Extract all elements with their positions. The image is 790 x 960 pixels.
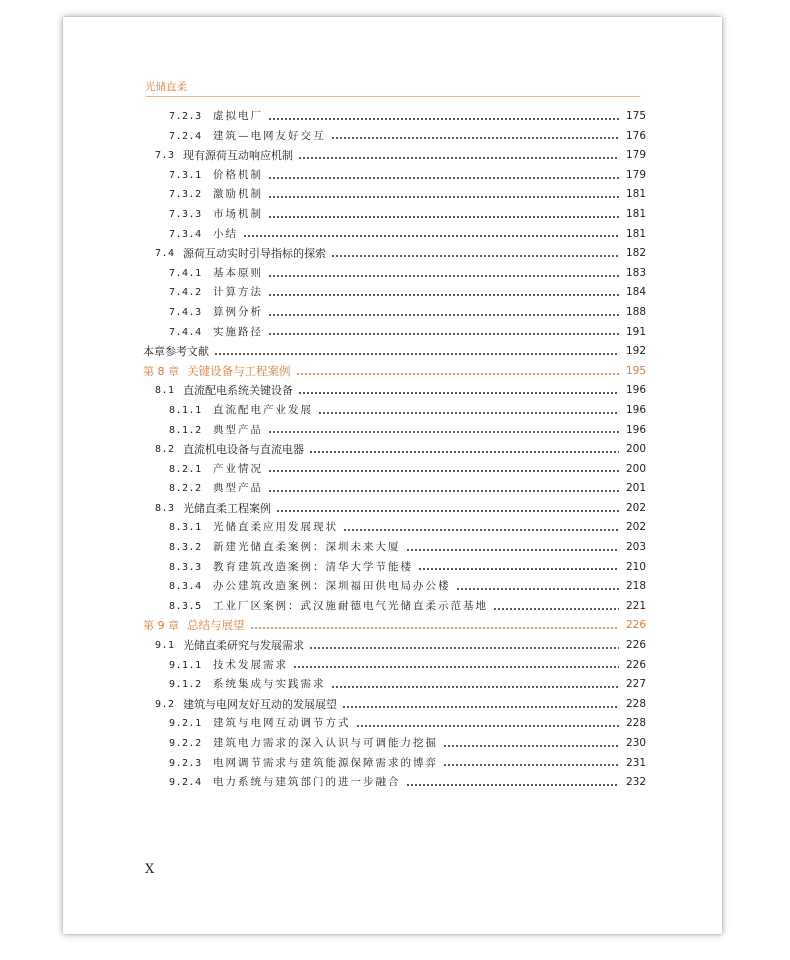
toc-entry-page: 227 xyxy=(625,678,646,691)
toc-entry-title: 现有源荷互动响应机制 xyxy=(183,149,293,163)
toc-entry-title: 光储直柔工程案例 xyxy=(183,501,271,515)
dot-leader xyxy=(268,177,619,179)
toc-entry[interactable] xyxy=(143,146,646,166)
toc-entry[interactable] xyxy=(143,597,646,617)
toc-entry-page: 203 xyxy=(625,541,646,554)
toc-entry-page: 202 xyxy=(625,501,646,514)
toc-entry-number: 8.2.2 xyxy=(169,483,202,495)
toc-entry[interactable] xyxy=(143,636,646,656)
dot-leader xyxy=(250,627,620,629)
toc-entry-number: 8.1.1 xyxy=(169,404,202,416)
toc-entry-page: 191 xyxy=(625,325,646,338)
dot-leader xyxy=(443,745,619,747)
toc-entry[interactable] xyxy=(143,244,646,264)
toc-entry-title: 市场机制 xyxy=(213,207,263,220)
dot-leader xyxy=(296,373,620,375)
toc-entry-number: 9.2.1 xyxy=(169,718,202,730)
toc-entry[interactable] xyxy=(143,303,646,323)
toc-entry-page: 221 xyxy=(625,599,646,612)
toc-entry-number: 7.4.3 xyxy=(169,306,202,318)
toc-entry[interactable] xyxy=(143,538,646,558)
toc-entry-title: 计算方法 xyxy=(213,286,263,299)
toc-entry-number: 第 8 章 xyxy=(143,364,179,378)
toc-entry-title: 源荷互动实时引导指标的探索 xyxy=(183,247,326,261)
toc-entry-page: 181 xyxy=(625,227,646,240)
toc-entry-number: 9.2.4 xyxy=(169,777,202,789)
toc-entry[interactable] xyxy=(143,714,646,734)
toc-entry-title: 光储直柔应用发展现状 xyxy=(213,521,338,534)
toc-entry[interactable] xyxy=(143,499,646,519)
toc-entry-page: 179 xyxy=(625,149,646,162)
dot-leader xyxy=(276,510,619,512)
toc-entry-title: 工业厂区案例：武汉施耐德电气光储直柔示范基地 xyxy=(213,599,488,612)
toc-entry-number: 8.3.2 xyxy=(169,542,202,554)
toc-entry-number: 7.2.3 xyxy=(169,111,202,122)
toc-entry[interactable] xyxy=(143,205,646,225)
toc-entry-title: 系统集成与实践需求 xyxy=(213,678,326,691)
toc-entry-page: 226 xyxy=(625,619,646,632)
toc-entry-title: 典型产品 xyxy=(213,482,263,495)
toc-entry-page: 200 xyxy=(625,462,646,475)
toc-entry[interactable] xyxy=(143,460,646,480)
toc-entry-number: 9.1.1 xyxy=(169,659,202,671)
dot-leader xyxy=(331,686,620,688)
toc-entry-number: 8.3.5 xyxy=(169,600,202,612)
toc-entry-page: 182 xyxy=(625,247,646,260)
toc-entry-number: 7.3.2 xyxy=(169,189,202,201)
book-page xyxy=(63,17,722,934)
toc-entry-page: 226 xyxy=(625,639,646,652)
toc-entry-page: 192 xyxy=(625,345,646,358)
toc-entry[interactable] xyxy=(143,675,646,695)
toc-entry-title: 直流配电产业发展 xyxy=(213,403,313,416)
toc-entry-number: 8.1.2 xyxy=(169,424,202,436)
toc-entry-number: 7.3.1 xyxy=(169,169,202,181)
toc-entry-title: 直流配电系统关键设备 xyxy=(183,384,293,398)
toc-entry-title: 小结 xyxy=(213,227,238,240)
toc-chapter-entry[interactable] xyxy=(143,616,646,636)
toc-entry-number: 7.4.1 xyxy=(169,267,202,279)
toc-entry-title: 技术发展需求 xyxy=(213,658,288,671)
toc-entry-page: 195 xyxy=(625,364,646,377)
toc-entry-number: 9.1.2 xyxy=(169,679,202,691)
toc-entry-title: 建筑—电网友好交互 xyxy=(213,129,326,142)
toc-entry[interactable] xyxy=(143,225,646,245)
toc-entry[interactable] xyxy=(143,283,646,303)
dot-leader xyxy=(268,470,619,472)
page-number: X xyxy=(145,862,155,877)
toc-entry-page: 175 xyxy=(625,110,646,122)
dot-leader xyxy=(331,255,619,257)
toc-entry-title: 总结与展望 xyxy=(187,618,245,633)
dot-leader xyxy=(418,568,619,570)
toc-entry[interactable] xyxy=(143,264,646,284)
dot-leader xyxy=(406,549,620,551)
dot-leader xyxy=(309,647,619,649)
toc-entry[interactable] xyxy=(143,127,646,147)
toc-entry-page: 188 xyxy=(625,305,646,318)
toc-entry-number: 7.2.4 xyxy=(169,130,202,142)
toc-entry-page: 176 xyxy=(625,129,646,142)
toc-entry-page: 183 xyxy=(625,266,646,279)
dot-leader xyxy=(268,118,619,120)
toc-entry-page: 210 xyxy=(625,560,646,573)
toc-entry-title: 办公建筑改造案例：深圳福田供电局办公楼 xyxy=(213,580,451,593)
toc-chapter-entry[interactable] xyxy=(143,362,646,382)
dot-leader xyxy=(318,412,619,414)
toc-entry-page: 184 xyxy=(625,286,646,299)
toc-entry-title: 虚拟电厂 xyxy=(213,110,263,122)
toc-entry-page: 228 xyxy=(625,697,646,710)
dot-leader xyxy=(268,275,619,277)
toc-entry-page: 179 xyxy=(625,168,646,181)
dot-leader xyxy=(343,529,619,531)
dot-leader xyxy=(268,333,619,335)
dot-leader xyxy=(293,666,619,668)
dot-leader xyxy=(342,706,619,708)
toc-entry-page: 181 xyxy=(625,188,646,201)
toc-entry-page: 226 xyxy=(625,658,646,671)
dot-leader xyxy=(268,196,619,198)
toc-entry-number: 第 9 章 xyxy=(143,619,179,633)
dot-leader xyxy=(243,235,619,237)
dot-leader xyxy=(268,431,619,433)
dot-leader xyxy=(268,314,619,316)
toc-entry-number: 9.1 xyxy=(155,640,175,652)
toc-entry[interactable] xyxy=(143,401,646,421)
toc-entry-title: 价格机制 xyxy=(213,168,263,181)
toc-entry[interactable] xyxy=(143,323,646,343)
toc-entry[interactable] xyxy=(143,577,646,597)
toc-entry[interactable] xyxy=(143,107,646,127)
dot-leader xyxy=(331,137,620,139)
toc-entry-title: 建筑与电网友好互动的发展展望 xyxy=(183,697,337,711)
dot-leader xyxy=(443,764,619,766)
toc-entry-page: 231 xyxy=(625,756,646,769)
toc-entry-title: 本章参考文献 xyxy=(143,345,209,359)
toc-entry[interactable] xyxy=(143,479,646,499)
dot-leader xyxy=(268,294,619,296)
toc-entry[interactable] xyxy=(143,558,646,578)
toc-entry-page: 196 xyxy=(625,403,646,416)
toc-entry-title: 建筑与电网互动调节方式 xyxy=(213,717,351,730)
dot-leader xyxy=(456,588,620,590)
toc-entry[interactable] xyxy=(143,773,646,793)
toc-entry-title: 电力系统与建筑部门的进一步融合 xyxy=(213,776,401,789)
toc-entry[interactable] xyxy=(143,342,646,362)
toc-entry-title: 激励机制 xyxy=(213,188,263,201)
dot-leader xyxy=(309,451,619,453)
toc-entry[interactable] xyxy=(143,754,646,774)
toc-entry-number: 8.3.4 xyxy=(169,581,202,593)
toc-entry-title: 关键设备与工程案例 xyxy=(187,363,291,378)
toc-entry-number: 8.3.1 xyxy=(169,522,202,534)
toc-entry-page: 201 xyxy=(625,482,646,495)
toc-entry-number: 9.2.2 xyxy=(169,738,202,749)
toc-entry-title: 直流机电设备与直流电器 xyxy=(183,443,304,457)
dot-leader xyxy=(268,490,619,492)
dot-leader xyxy=(356,725,620,727)
toc-entry-title: 实施路径 xyxy=(213,325,263,338)
table-of-contents xyxy=(143,107,646,793)
header-rule xyxy=(146,96,640,97)
toc-entry-page: 228 xyxy=(625,717,646,730)
dot-leader xyxy=(493,608,619,610)
toc-entry[interactable] xyxy=(143,440,646,460)
toc-entry-title: 建筑电力需求的深入认识与可调能力挖掘 xyxy=(213,737,438,749)
toc-entry-number: 9.2.3 xyxy=(169,757,202,769)
toc-entry-number: 7.3.4 xyxy=(169,228,202,240)
toc-entry-title: 算例分析 xyxy=(213,305,263,318)
toc-entry-number: 8.3 xyxy=(155,502,175,514)
toc-entry-number: 7.4 xyxy=(155,248,175,260)
toc-entry-number: 8.1 xyxy=(155,385,175,397)
toc-entry-number: 7.4.4 xyxy=(169,326,202,338)
toc-entry-number: 7.3.3 xyxy=(169,208,202,220)
toc-entry-title: 教育建筑改造案例：清华大学节能楼 xyxy=(213,560,413,573)
toc-entry-number: 8.3.3 xyxy=(169,561,202,573)
toc-entry-number: 9.2 xyxy=(155,698,175,710)
toc-entry-page: 202 xyxy=(625,521,646,534)
toc-entry-title: 基本原则 xyxy=(213,266,263,279)
toc-entry-page: 218 xyxy=(625,580,646,593)
toc-entry[interactable] xyxy=(143,695,646,715)
dot-leader xyxy=(214,353,619,355)
toc-entry-page: 230 xyxy=(625,737,646,749)
toc-entry-title: 新建光储直柔案例：深圳未来大厦 xyxy=(213,541,401,554)
toc-entry-title: 电网调节需求与建筑能源保障需求的博弈 xyxy=(213,756,438,769)
toc-entry-page: 181 xyxy=(625,207,646,220)
toc-entry-title: 典型产品 xyxy=(213,423,263,436)
toc-entry-number: 8.2.1 xyxy=(169,463,202,475)
toc-entry[interactable] xyxy=(143,656,646,676)
toc-entry-title: 光储直柔研究与发展需求 xyxy=(183,639,304,653)
dot-leader xyxy=(298,392,619,394)
toc-entry-page: 196 xyxy=(625,423,646,436)
toc-entry-page: 232 xyxy=(625,776,646,789)
dot-leader xyxy=(406,784,620,786)
running-header-title: 光储直柔 xyxy=(145,81,187,93)
toc-entry-number: 7.3 xyxy=(155,150,175,162)
toc-entry-title: 产业情况 xyxy=(213,462,263,475)
toc-entry-number: 8.2 xyxy=(155,444,175,456)
toc-entry[interactable] xyxy=(143,518,646,538)
toc-entry[interactable] xyxy=(143,166,646,186)
toc-entry-number: 7.4.2 xyxy=(169,287,202,299)
toc-entry[interactable] xyxy=(143,381,646,401)
toc-entry[interactable] xyxy=(143,734,646,754)
dot-leader xyxy=(298,157,619,159)
toc-entry[interactable] xyxy=(143,421,646,441)
toc-entry-page: 196 xyxy=(625,384,646,397)
dot-leader xyxy=(268,216,619,218)
toc-entry-page: 200 xyxy=(625,443,646,456)
toc-entry[interactable] xyxy=(143,185,646,205)
